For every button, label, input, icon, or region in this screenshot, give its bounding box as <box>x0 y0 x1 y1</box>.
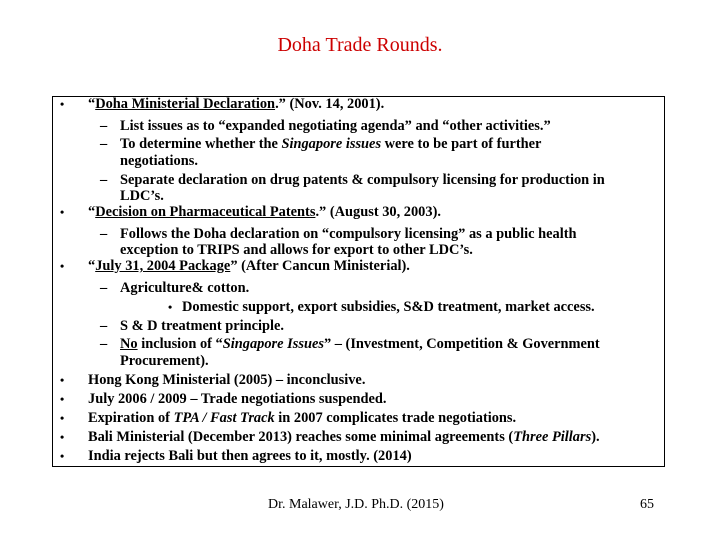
text: ). <box>591 429 600 445</box>
footer-author: Dr. Malawer, J.D. Ph.D. (2015) <box>268 497 444 512</box>
bullet-4: • <box>60 373 65 387</box>
sub-item-follows-doha: Follows the Doha declaration on “compulsory licensing” as a public health <box>120 226 577 242</box>
bullet-8: • <box>60 449 65 463</box>
three-pillars-text: Three Pillars <box>513 429 592 445</box>
text: “ <box>88 204 96 220</box>
pharma-decision-link-text: Decision on Pharmaceutical Patents <box>95 204 316 220</box>
singapore-issues-text: Singapore issues <box>281 136 382 152</box>
no-text: No <box>120 336 138 352</box>
dash-1: – <box>100 118 108 134</box>
text: inclusion of “ <box>137 336 223 352</box>
slide-title: Doha Trade Rounds. <box>277 34 443 56</box>
dash-7: – <box>100 336 108 352</box>
item-bali-ministerial <box>88 429 600 446</box>
text: “ <box>88 258 96 274</box>
item-pharma-decision <box>88 204 441 221</box>
sub-bullet-1: • <box>168 300 173 314</box>
sub-item-no-inclusion-cont: Procurement). <box>120 353 209 369</box>
text: ” – (Investment, Competition & Government <box>323 336 600 352</box>
item-hong-kong: Hong Kong Ministerial (2005) – inconclusive. <box>88 372 366 388</box>
doha-declaration-link-text: Doha Ministerial Declaration <box>95 96 276 112</box>
bullet-7: • <box>60 430 65 444</box>
text: .” (August 30, 2003). <box>315 204 441 220</box>
item-july-package <box>88 258 410 275</box>
text: .” (Nov. 14, 2001). <box>275 96 385 112</box>
sub-item-list-issues: List issues as to “expanded negotiating agenda” and “other activities.” <box>120 118 551 134</box>
dash-4: – <box>100 226 108 242</box>
sub-item-separate-declaration-cont: LDC’s. <box>120 188 164 204</box>
bullet-5: • <box>60 392 65 406</box>
sub-item-singapore <box>120 136 541 153</box>
bullet-3: • <box>60 259 65 273</box>
item-july-2006: July 2006 / 2009 – Trade negotiations suspended. <box>88 391 387 407</box>
dash-3: – <box>100 172 108 188</box>
text: To determine whether the <box>120 136 282 152</box>
sub-sub-item-domestic-support: Domestic support, export subsidies, S&D treatment, market access. <box>182 299 595 315</box>
text: Expiration of <box>88 410 174 426</box>
text: Bali Ministerial (December 2013) reaches some minimal agreements ( <box>88 429 514 445</box>
singapore-issues-text: Singapore Issues <box>222 336 324 352</box>
sub-item-no-inclusion <box>120 336 600 353</box>
text: in 2007 complicates trade negotiations. <box>274 410 517 426</box>
sub-item-singapore-cont: negotiations. <box>120 153 198 169</box>
tpa-fast-track-text: TPA / Fast Track <box>173 410 275 426</box>
dash-5: – <box>100 280 108 296</box>
july-package-link-text: July 31, 2004 Package <box>95 258 231 274</box>
text: ” (After Cancun Ministerial). <box>230 258 410 274</box>
text: were to be part of further <box>381 136 542 152</box>
bullet-2: • <box>60 205 65 219</box>
item-doha-declaration <box>88 96 384 113</box>
sub-item-follows-doha-cont: exception to TRIPS and allows for export to other LDC’s. <box>120 242 473 258</box>
text: “ <box>88 96 96 112</box>
bullet-6: • <box>60 411 65 425</box>
dash-2: – <box>100 136 108 152</box>
dash-6: – <box>100 318 108 334</box>
sub-item-sd-treatment: S & D treatment principle. <box>120 318 285 334</box>
item-india-rejects: India rejects Bali but then agrees to it, mostly. (2014) <box>88 448 412 464</box>
bullet-1: • <box>60 97 65 111</box>
page-number: 65 <box>640 497 654 512</box>
item-tpa-expiration <box>88 410 516 427</box>
sub-item-agriculture: Agriculture& cotton. <box>120 280 250 296</box>
sub-item-separate-declaration: Separate declaration on drug patents & compulsory licensing for production in <box>120 172 605 188</box>
